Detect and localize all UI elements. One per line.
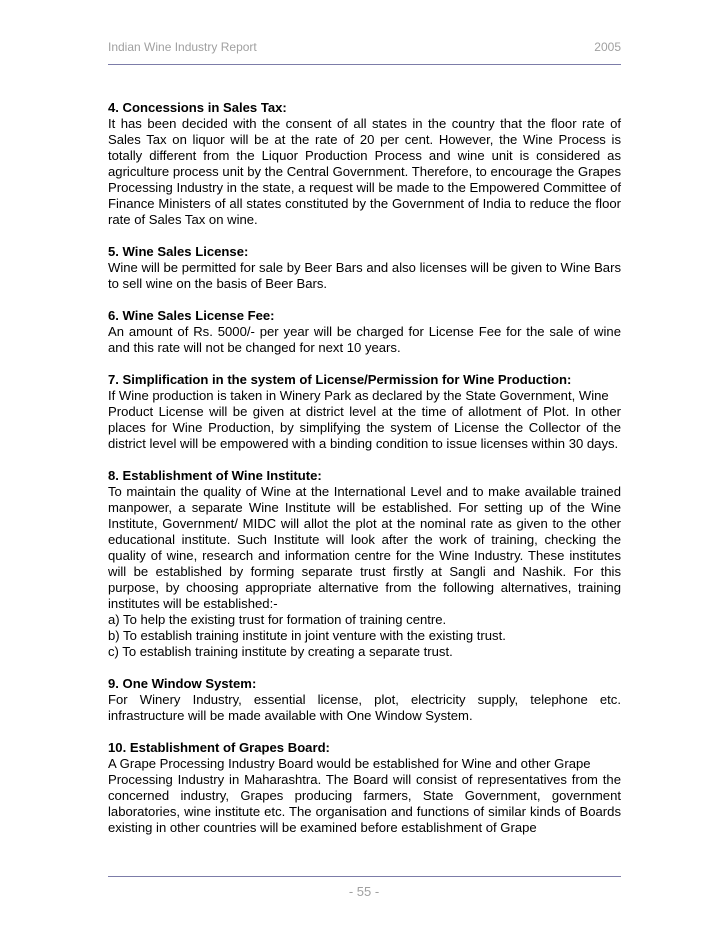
section-text: An amount of Rs. 5000/- per year will be charged for License Fee for the sale of wine and this rate will not be changed for next 10 years. xyxy=(108,324,621,355)
section-heading: 4. Concessions in Sales Tax: xyxy=(108,100,287,115)
section-sales-tax xyxy=(108,100,621,228)
page-number: - 55 - xyxy=(348,884,380,899)
section-one-window xyxy=(108,676,621,724)
document-body xyxy=(108,100,621,852)
header-year: 2005 xyxy=(594,40,621,54)
section-text: For Winery Industry, essential license, plot, electricity supply, telephone etc. infrastructure will be made available with One Window System. xyxy=(108,692,621,723)
section-heading: 9. One Window System: xyxy=(108,676,257,691)
header-rule xyxy=(108,64,621,65)
section-text: It has been decided with the consent of all states in the country that the floor rate of Sales Tax on liquor will be at the rate of 20 per cent. However, the Wine Process is totally different from the Liquor Production Process and wine unit is considered as agriculture process unit by the Central Government. Therefore, to encourage the Grapes Processing Industry in the state, a request will be made to the Empowered Committee of Finance Ministers of all states constituted by the Government of India to reduce the floor rate of Sales Tax on wine. xyxy=(108,116,621,227)
section-heading: 6. Wine Sales License Fee: xyxy=(108,308,275,323)
option-item: c) To establish training institute by creating a separate trust. xyxy=(108,644,453,659)
header-title: Indian Wine Industry Report xyxy=(108,40,257,54)
section-heading: 7. Simplification in the system of License/Permission for Wine Production: xyxy=(108,372,572,387)
page-header xyxy=(108,40,621,54)
section-sales-license xyxy=(108,244,621,292)
section-license-fee xyxy=(108,308,621,356)
section-text: A Grape Processing Industry Board would be established for Wine and other Grape xyxy=(108,756,591,771)
section-heading: 10. Establishment of Grapes Board: xyxy=(108,740,330,755)
section-license-simplification xyxy=(108,372,621,452)
footer-rule xyxy=(108,876,621,877)
section-grapes-board xyxy=(108,740,621,836)
option-item: a) To help the existing trust for formation of training centre. xyxy=(108,612,447,627)
section-wine-institute xyxy=(108,468,621,660)
section-text: Wine will be permitted for sale by Beer Bars and also licenses will be given to Wine Bars to sell wine on the basis of Beer Bars. xyxy=(108,260,621,291)
section-heading: 8. Establishment of Wine Institute: xyxy=(108,468,322,483)
section-text-continued: Processing Industry in Maharashtra. The Board will consist of representatives from the concerned industry, Grapes producing farmers, State Government, government laboratories, wine institute etc. The organisation and functions of similar kinds of Boards existing in other countries will be examined before establishment of Grape xyxy=(108,772,621,835)
section-text: If Wine production is taken in Winery Park as declared by the State Government, Wine xyxy=(108,388,609,403)
section-heading: 5. Wine Sales License: xyxy=(108,244,249,259)
section-text: To maintain the quality of Wine at the International Level and to make available trained manpower, a separate Wine Institute will be established. For setting up of the Wine Institute, Government/ MIDC will allot the plot at the nominal rate as given to the other educational institute. Such Institute will look after the work of training, checking the quality of wine, research and information centre for the Wine Industry. These institutes will be established by forming separate trust firstly at Sangli and Nashik. For this purpose, by choosing appropriate alternative from the following alternatives, training institutes will be established:- xyxy=(108,484,621,611)
option-item: b) To establish training institute in joint venture with the existing trust. xyxy=(108,628,506,643)
section-text-continued: Product License will be given at district level at the time of allotment of Plot. In other places for Wine Production, by simplifying the system of License the Collector of the district level will be empowered with a binding condition to issue licenses within 30 days. xyxy=(108,404,621,451)
